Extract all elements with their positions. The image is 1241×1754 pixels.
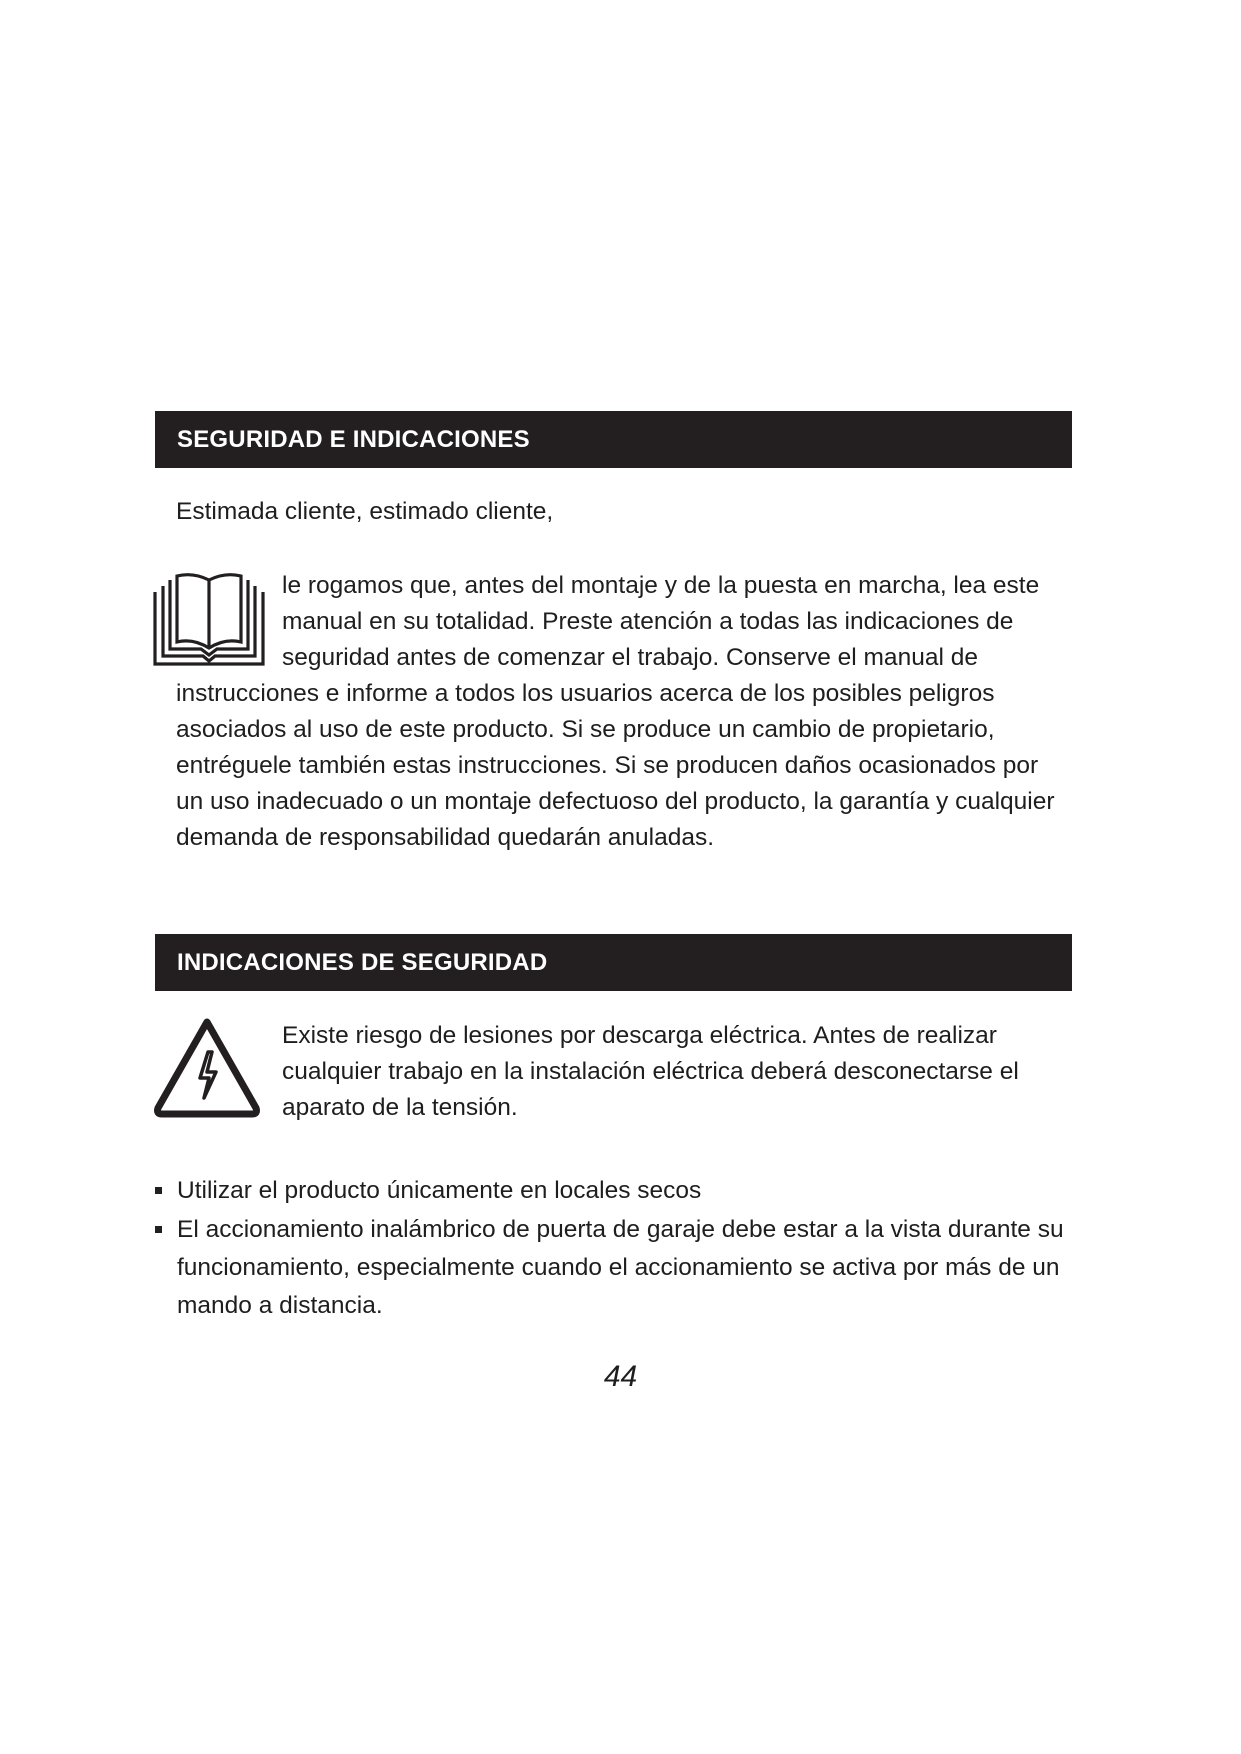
intro-paragraph-text: le rogamos que, antes del montaje y de la puesta en marcha, lea este manual en su totalidad. Preste atención a todas las indicaciones de seguridad antes de comenzar el trabajo. Conserve el manual de instrucciones e informe a todos los usuarios acerca de los posibles peligros asociados al uso de este producto. Si se produce un cambio de propietario, entréguele también estas instrucciones. Si se producen daños ocasionados por un uso inadecuado o un montaje defectuoso del producto, la garantía y cualquier demanda de responsabilidad quedarán anuladas. [176, 572, 1055, 851]
section-header-safety-indications: SEGURIDAD E INDICACIONES [155, 411, 1072, 468]
bullet-square-icon [155, 1187, 162, 1194]
bullet-text: Utilizar el producto únicamente en locales secos [177, 1177, 702, 1204]
bullet-text: El accionamiento inalámbrico de puerta de garaje debe estar a la vista durante su funcionamiento, especialmente cuando el accionamiento se activa por más de un mando a distancia. [177, 1216, 1064, 1319]
intro-paragraph [176, 568, 1056, 856]
list-item [155, 1172, 1075, 1210]
page-number: 44 [603, 1360, 638, 1393]
section-header-safety-notices: INDICACIONES DE SEGURIDAD [155, 934, 1072, 991]
safety-bullet-list [155, 1172, 1075, 1326]
greeting-text: Estimada cliente, estimado cliente, [176, 498, 554, 525]
bullet-square-icon [155, 1226, 162, 1233]
list-item [155, 1211, 1075, 1325]
electric-warning-text: Existe riesgo de lesiones por descarga eléctrica. Antes de realizar cualquier trabajo en la instalación eléctrica deberá desconectarse el aparato de la tensión. [282, 1022, 1019, 1121]
electric-hazard-icon [152, 1016, 262, 1123]
